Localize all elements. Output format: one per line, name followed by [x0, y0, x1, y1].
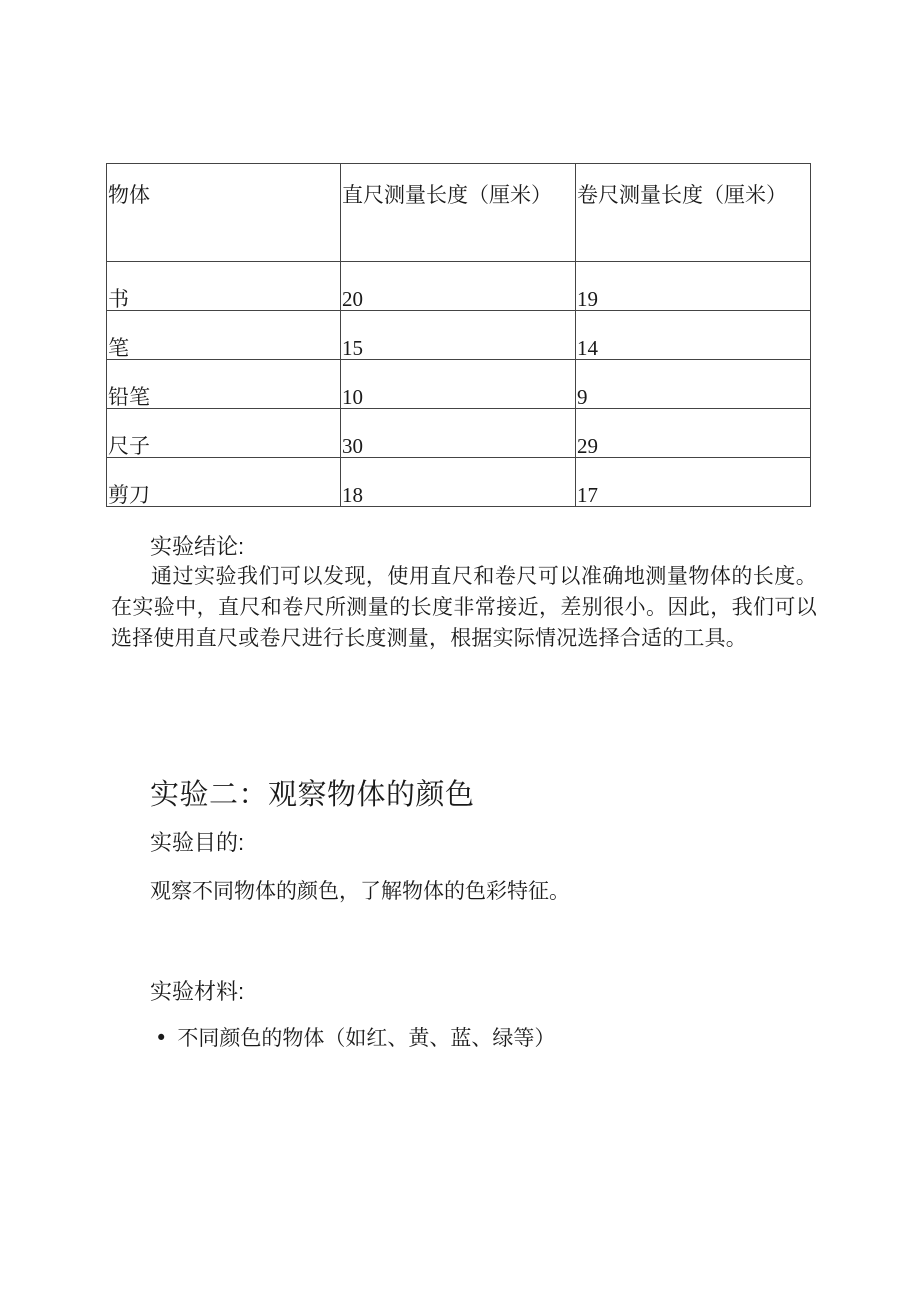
cell-object: 尺子 — [107, 409, 341, 458]
table-header-row — [107, 164, 811, 262]
cell-object: 铅笔 — [107, 360, 341, 409]
cell-object: 书 — [107, 262, 341, 311]
purpose-label: 实验目的: — [150, 830, 245, 855]
cell-ruler-value: 10 — [341, 360, 576, 409]
cell-ruler-value: 18 — [341, 458, 576, 507]
list-item — [155, 1022, 555, 1052]
header-cell-object: 物体 — [107, 164, 341, 262]
table-row — [107, 360, 811, 409]
cell-tape-value: 14 — [576, 311, 811, 360]
cell-ruler-value: 20 — [341, 262, 576, 311]
conclusion-label: 实验结论: — [150, 534, 245, 559]
cell-ruler-value: 30 — [341, 409, 576, 458]
table-row — [107, 409, 811, 458]
table-row — [107, 458, 811, 507]
table-row — [107, 262, 811, 311]
cell-tape-value: 29 — [576, 409, 811, 458]
header-cell-ruler: 直尺测量长度（厘米） — [341, 164, 576, 262]
cell-object: 笔 — [107, 311, 341, 360]
cell-tape-value: 19 — [576, 262, 811, 311]
bullet-icon: • — [155, 1026, 168, 1050]
materials-label: 实验材料: — [150, 979, 245, 1004]
section-heading: 实验二：观察物体的颜色 — [150, 779, 475, 811]
cell-tape-value: 9 — [576, 360, 811, 409]
table-row — [107, 311, 811, 360]
purpose-text: 观察不同物体的颜色，了解物体的色彩特征。 — [150, 879, 570, 903]
cell-tape-value: 17 — [576, 458, 811, 507]
cell-object: 剪刀 — [107, 458, 341, 507]
material-item-text: 不同颜色的物体（如红、黄、蓝、绿等） — [177, 1026, 556, 1050]
header-cell-tape: 卷尺测量长度（厘米） — [576, 164, 811, 262]
cell-ruler-value: 15 — [341, 311, 576, 360]
measurement-table — [106, 163, 811, 507]
conclusion-paragraph: 通过实验我们可以发现，使用直尺和卷尺可以准确地测量物体的长度。在实验中，直尺和卷尺所测量的长度非常接近，差别很小。因此，我们可以选择使用直尺或卷尺进行长度测量，根据实际情况选择合适的工具。 — [111, 564, 817, 650]
